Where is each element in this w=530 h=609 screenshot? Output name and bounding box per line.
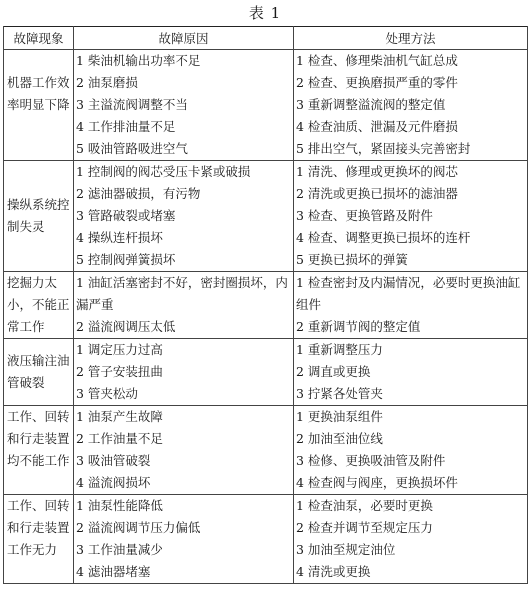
cause-cell — [74, 339, 294, 406]
table-row — [4, 161, 528, 272]
cause-cell — [74, 406, 294, 495]
method-cell — [294, 272, 528, 339]
table-caption: 表 1 — [248, 4, 282, 22]
cause-item: 5 控制阀弹簧损坏 — [76, 252, 176, 267]
method-item: 3 加油至规定油位 — [296, 542, 396, 557]
method-item: 1 检查油泵，必要时更换 — [296, 498, 433, 513]
method-cell — [294, 161, 528, 272]
cause-item: 4 溢流阀损坏 — [76, 475, 151, 490]
table-row — [4, 272, 528, 339]
method-item: 4 清洗或更换 — [296, 564, 371, 579]
method-cell — [294, 495, 528, 584]
method-item: 4 检查阀与阀座，更换损坏件 — [296, 475, 458, 490]
cause-item: 2 溢流阀调压太低 — [76, 319, 176, 334]
cause-item: 2 滤油器破损，有污物 — [76, 186, 201, 201]
method-item: 2 加油至油位线 — [296, 431, 383, 446]
cause-item: 4 滤油器堵塞 — [76, 564, 151, 579]
cause-item: 1 调定压力过高 — [76, 342, 163, 357]
cause-item: 4 操纵连杆损坏 — [76, 230, 163, 245]
cause-item: 2 管子安装扭曲 — [76, 364, 163, 379]
cause-cell — [74, 272, 294, 339]
method-item: 1 检查、修理柴油机气缸总成 — [296, 53, 458, 68]
method-item: 2 清洗或更换已损坏的滤油器 — [296, 186, 458, 201]
cause-item: 4 工作排油量不足 — [76, 119, 176, 134]
cause-item: 2 油泵磨损 — [76, 75, 138, 90]
cause-item: 1 油缸活塞密封不好，密封圈损坏，内漏严重 — [76, 275, 288, 312]
cause-item: 3 主溢流阀调整不当 — [76, 97, 188, 112]
method-item: 3 检查、更换管路及附件 — [296, 208, 433, 223]
method-item: 2 检查并调节至规定压力 — [296, 520, 433, 535]
table-row — [4, 495, 528, 584]
cause-item: 3 吸油管破裂 — [76, 453, 151, 468]
cause-item: 1 柴油机输出功率不足 — [76, 53, 201, 68]
method-item: 1 重新调整压力 — [296, 342, 383, 357]
header-symptom: 故障现象 — [4, 27, 74, 50]
header-cause: 故障原因 — [74, 27, 294, 50]
method-item: 5 排出空气，紧固接头完善密封 — [296, 141, 471, 156]
cause-item: 3 工作油量减少 — [76, 542, 163, 557]
method-cell — [294, 339, 528, 406]
method-item: 2 调直或更换 — [296, 364, 371, 379]
method-item: 1 检查密封及内漏情况，必要时更换油缸组件 — [296, 275, 521, 312]
table-row — [4, 50, 528, 161]
cause-item: 1 油泵性能降低 — [76, 498, 163, 513]
method-cell — [294, 406, 528, 495]
method-cell — [294, 50, 528, 161]
cause-cell — [74, 50, 294, 161]
cause-cell — [74, 161, 294, 272]
fault-table — [3, 26, 528, 584]
symptom-cell: 机器工作效率明显下降 — [4, 50, 74, 161]
method-item: 2 重新调节阀的整定值 — [296, 319, 421, 334]
symptom-cell: 工作、回转和行走装置均不能工作 — [4, 406, 74, 495]
method-item: 3 拧紧各处管夹 — [296, 386, 383, 401]
header-method: 处理方法 — [294, 27, 528, 50]
method-item: 4 检查、调整更换已损坏的连杆 — [296, 230, 471, 245]
symptom-cell: 挖掘力太小，不能正常工作 — [4, 272, 74, 339]
method-item: 2 检查、更换磨损严重的零件 — [296, 75, 458, 90]
method-item: 3 检修、更换吸油管及附件 — [296, 453, 446, 468]
cause-item: 5 吸油管路吸进空气 — [76, 141, 188, 156]
cause-item: 1 控制阀的阀芯受压卡紧或破损 — [76, 164, 251, 179]
cause-item: 2 溢流阀调节压力偏低 — [76, 520, 201, 535]
cause-cell — [74, 495, 294, 584]
method-item: 4 检查油质、泄漏及元件磨损 — [296, 119, 458, 134]
symptom-cell: 操纵系统控制失灵 — [4, 161, 74, 272]
cause-item: 2 工作油量不足 — [76, 431, 163, 446]
symptom-cell: 液压输注油管破裂 — [4, 339, 74, 406]
symptom-cell: 工作、回转和行走装置工作无力 — [4, 495, 74, 584]
method-item: 1 更换油泵组件 — [296, 409, 383, 424]
table-row — [4, 406, 528, 495]
cause-item: 1 油泵产生故障 — [76, 409, 163, 424]
table-header-row — [4, 27, 528, 50]
cause-item: 3 管夹松动 — [76, 386, 138, 401]
cause-item: 3 管路破裂或堵塞 — [76, 208, 176, 223]
method-item: 5 更换已损坏的弹簧 — [296, 252, 408, 267]
method-item: 1 清洗、修理或更换坏的阀芯 — [296, 164, 458, 179]
table-row — [4, 339, 528, 406]
method-item: 3 重新调整溢流阀的整定值 — [296, 97, 446, 112]
